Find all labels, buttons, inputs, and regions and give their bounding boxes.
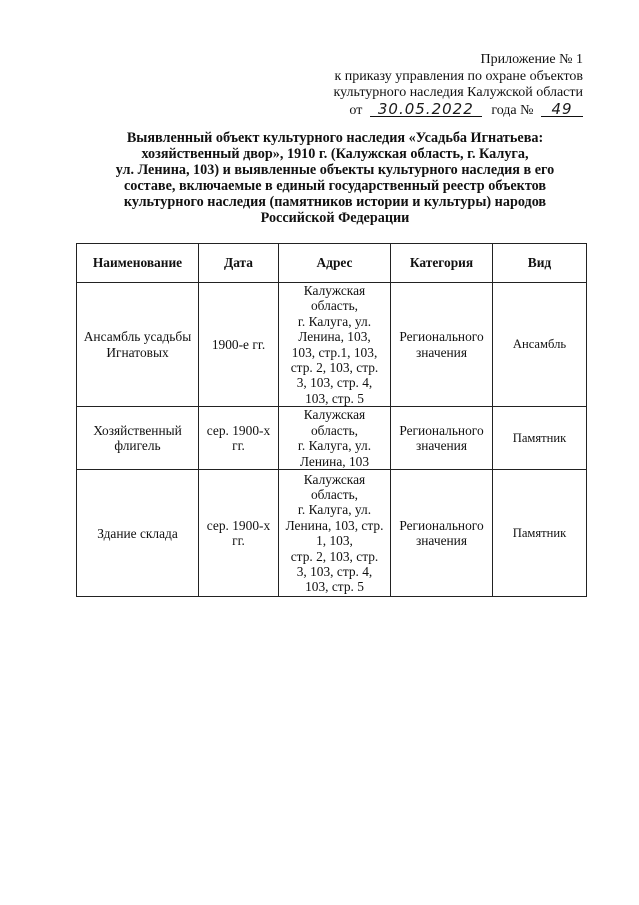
cell-address: Калужская область, г. Калуга, ул. Ленина, 103, 103, стр.1, 103, стр. 2, 103, стр. 3, 103, стр. 4, 103, стр. 5: [279, 283, 391, 407]
cell-name: Хозяйственный флигель: [77, 407, 199, 470]
appendix-label: Приложение № 1: [480, 52, 583, 67]
order-date-number-line: [263, 99, 583, 120]
document-title: Выявленный объект культурного наследия «Усадьба Игнатьева: хозяйственный двор», 1910 г. (Калужская область, г. Калуга, ул. Ленина, 103) и выявленные объекты культурного наследия в его составе, включаемые в единый государственный реестр объектов культурного наследия (памятников истории и культуры) народов Российской Федерации: [115, 130, 555, 226]
cell-category: Регионального значения: [391, 407, 493, 470]
order-number: 49: [541, 102, 583, 117]
cell-address: Калужская область, г. Калуга, ул. Ленина, 103: [279, 407, 391, 470]
cell-date: сер. 1900-х гг.: [199, 470, 279, 597]
column-header-address: Адрес: [279, 244, 391, 283]
column-header-name: Наименование: [77, 244, 199, 283]
appendix-block: [263, 52, 583, 119]
column-header-category: Категория: [391, 244, 493, 283]
table-row: [77, 407, 587, 470]
column-header-date: Дата: [199, 244, 279, 283]
cell-category: Регионального значения: [391, 470, 493, 597]
order-reference-line-1: к приказу управления по охране объектов: [334, 68, 583, 84]
column-header-kind: Вид: [493, 244, 587, 283]
cell-name: Здание склада: [77, 470, 199, 597]
cell-kind: Памятник: [493, 407, 587, 470]
order-year-label: года №: [491, 102, 534, 118]
cell-name: Ансамбль усадьбы Игнатовых: [77, 283, 199, 407]
cell-date: 1900-е гг.: [199, 283, 279, 407]
order-reference-line-2: культурного наследия Калужской области: [333, 85, 583, 100]
cell-kind: Ансамбль: [493, 283, 587, 407]
cell-date: сер. 1900-х гг.: [199, 407, 279, 470]
table-row: [77, 283, 587, 407]
table-header-row: [77, 244, 587, 283]
cell-address: Калужская область, г. Калуга, ул. Ленина, 103, стр. 1, 103, стр. 2, 103, стр. 3, 103, стр. 4, 103, стр. 5: [279, 470, 391, 597]
cell-category: Регионального значения: [391, 283, 493, 407]
cell-kind: Памятник: [493, 470, 587, 597]
order-from-label: от: [349, 102, 363, 118]
heritage-objects-table: [76, 243, 587, 597]
table-row: [77, 470, 587, 597]
order-date: 30.05.2022: [370, 102, 482, 117]
